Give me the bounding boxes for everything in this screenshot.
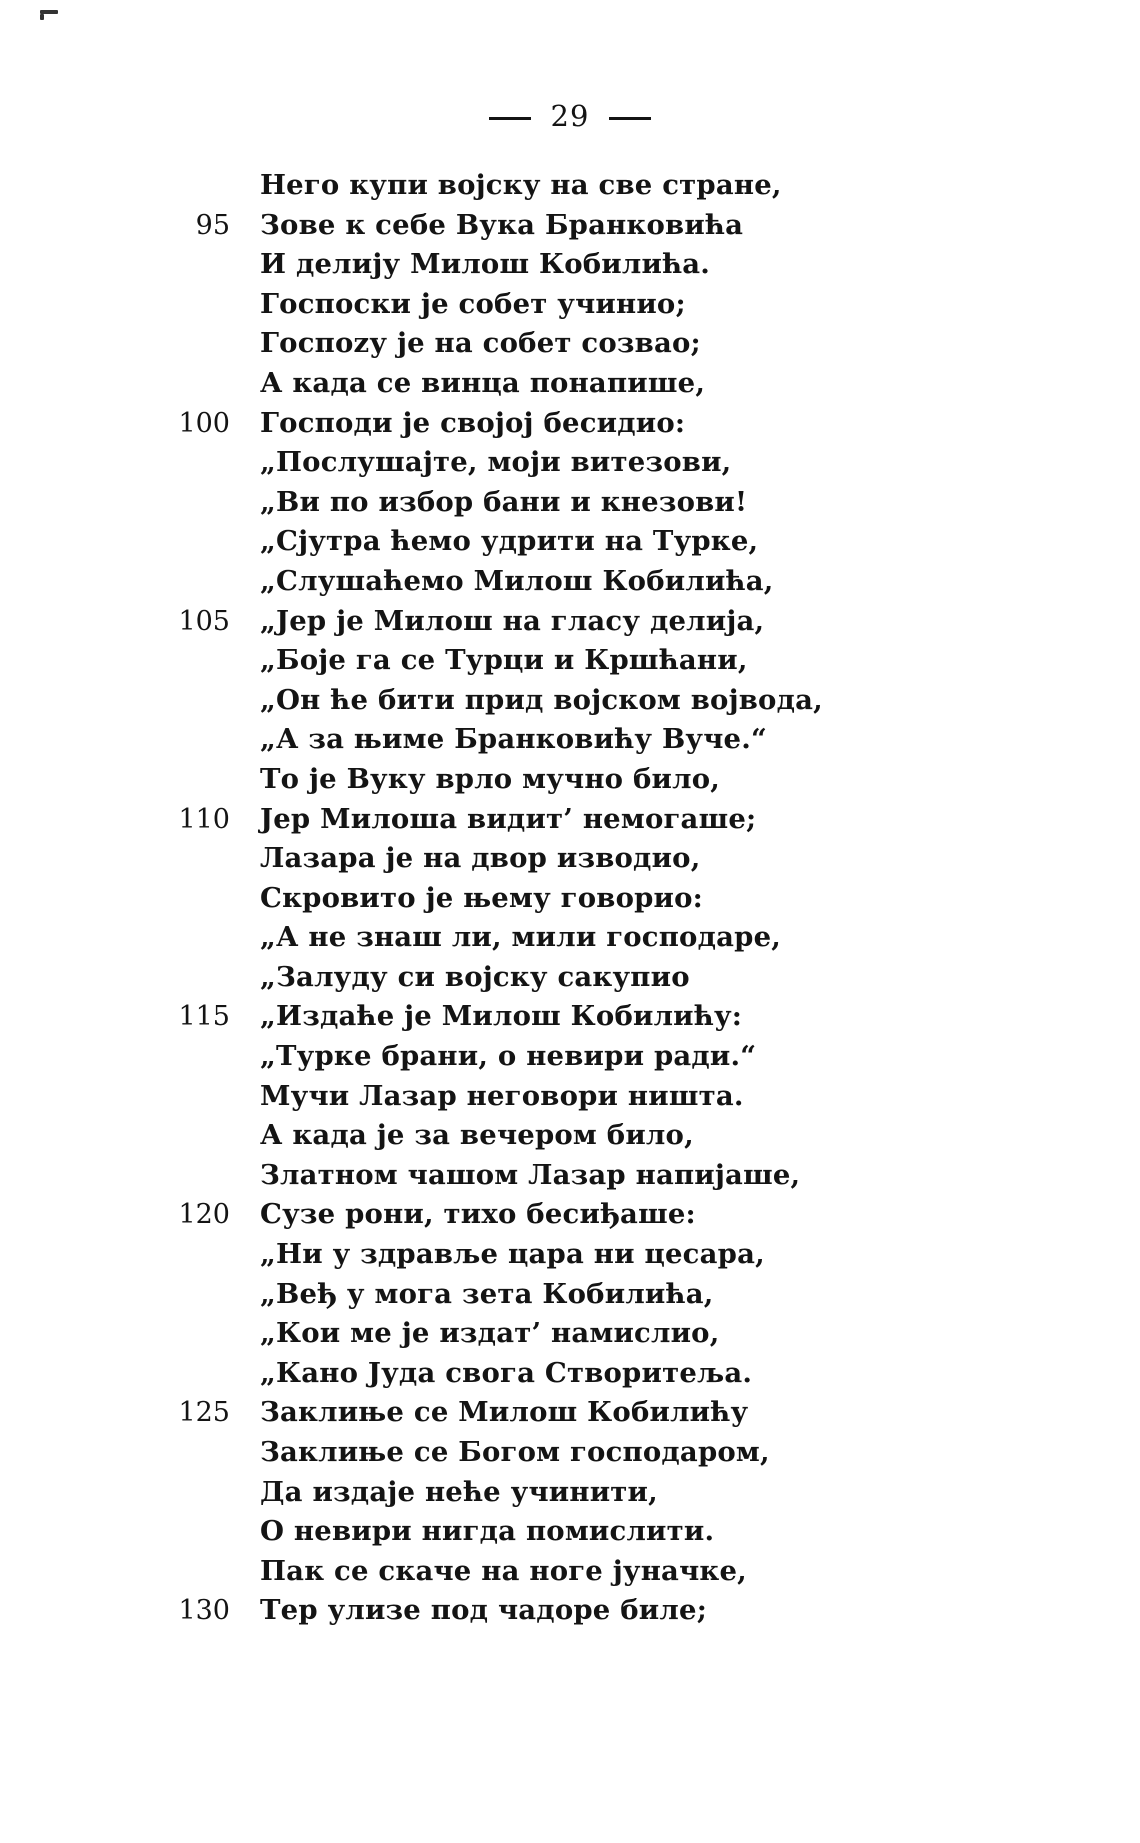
verse-text: „Јер је Милош на гласу делија, — [260, 604, 765, 637]
line-number: 95 — [195, 209, 230, 241]
verse-text: Госпоzу је на собет созвао; — [260, 327, 701, 360]
verse-text: „Турке брани, о невири ради.“ — [260, 1040, 757, 1073]
line-number: 100 — [178, 407, 230, 439]
verse-text: О невири нигда помислити. — [260, 1515, 715, 1548]
verse-text: „Веђ у мога зета Кобилића, — [260, 1277, 714, 1310]
line-number: 105 — [178, 605, 230, 637]
verse-text: „Боје га се Турци и Кршћани, — [260, 644, 748, 677]
verse-text: „Залуду си војску сакупио — [260, 960, 690, 993]
verse-text: Зове к себе Вука Бранковића — [260, 208, 744, 241]
verse-line — [0, 800, 1140, 840]
verse-line — [0, 1077, 1140, 1117]
header-dash-left — [489, 117, 531, 120]
verse-text: „Слушаћемо Милош Кобилића, — [260, 564, 774, 597]
verse-text: Заклиње се Милош Кобилићу — [260, 1396, 749, 1429]
verse-line — [0, 918, 1140, 958]
verse-text: Госпоски је собет учинио; — [260, 287, 686, 320]
verse-line — [0, 404, 1140, 444]
verse-text: „Послушајте, моји витезови, — [260, 446, 732, 479]
verse-line — [0, 166, 1140, 206]
verse-text: Јер Милоша видит’ немогаше; — [260, 802, 757, 835]
verse-line — [0, 1275, 1140, 1315]
verse-line — [0, 1552, 1140, 1592]
verse-text: То је Вуку врло мучно било, — [260, 762, 721, 795]
verse-text: А када је за вечером било, — [260, 1119, 694, 1152]
verse-line — [0, 1512, 1140, 1552]
verse-text: Златном чашом Лазар напијаше, — [260, 1158, 801, 1191]
verse-line — [0, 958, 1140, 998]
verse-text: „А не знаш ли, мили господаре, — [260, 921, 782, 954]
line-number: 125 — [178, 1397, 230, 1429]
verse-line — [0, 1156, 1140, 1196]
verse-text: „Он ће бити прид војском војвода, — [260, 683, 823, 716]
verse-text: Пак се скаче на ноге јуначке, — [260, 1554, 747, 1587]
verse-line — [0, 1591, 1140, 1631]
verse-text: Сузе рони, тихо бесиђаше: — [260, 1198, 696, 1231]
verse-line — [0, 1473, 1140, 1513]
verse-text: „А за њиме Бранковићу Вуче.“ — [260, 723, 768, 756]
verse-line — [0, 206, 1140, 246]
verse-text: Господи је својој бесидио: — [260, 406, 686, 439]
verse-line — [0, 562, 1140, 602]
verse-text: А када се винца понапише, — [260, 366, 706, 399]
header-dash-right — [609, 117, 651, 120]
verse-line — [0, 483, 1140, 523]
poem-text — [0, 166, 1140, 1631]
verse-text: „Кои ме је издат’ намислио, — [260, 1317, 720, 1350]
verse-text: „Ви по избор бани и кнезови! — [260, 485, 748, 518]
verse-text: И делију Милош Кобилића. — [260, 248, 711, 281]
verse-line — [0, 997, 1140, 1037]
verse-text: Мучи Лазар неговори ништа. — [260, 1079, 744, 1112]
verse-line — [0, 1314, 1140, 1354]
page-header — [0, 96, 1140, 136]
verse-line — [0, 1354, 1140, 1394]
verse-line — [0, 839, 1140, 879]
verse-text: Него купи војску на све стране, — [260, 169, 782, 201]
verse-line — [0, 1116, 1140, 1156]
verse-line — [0, 324, 1140, 364]
verse-text: Тер улизе под чадоре биле; — [260, 1594, 708, 1627]
line-number: 130 — [178, 1595, 230, 1627]
verse-line — [0, 681, 1140, 721]
line-number: 115 — [178, 1001, 230, 1033]
line-number: 110 — [178, 803, 230, 835]
verse-text: „Кано Јуда свога Створитеља. — [260, 1356, 753, 1389]
verse-text: „Ни у здравље цара ни цесара, — [260, 1238, 765, 1271]
verse-text: Заклиње се Богом господаром, — [260, 1436, 770, 1468]
verse-text: Лазара је на двор изводио, — [260, 842, 701, 875]
verse-line — [0, 285, 1140, 325]
line-number: 120 — [178, 1199, 230, 1231]
verse-line — [0, 1235, 1140, 1275]
verse-text: Скровито је њему говорио: — [260, 881, 704, 914]
verse-line — [0, 720, 1140, 760]
verse-line — [0, 1393, 1140, 1433]
verse-text: Да издаје неће учинити, — [260, 1475, 658, 1508]
verse-line — [0, 641, 1140, 681]
verse-line — [0, 245, 1140, 285]
verse-line — [0, 522, 1140, 562]
verse-line — [0, 602, 1140, 642]
scan-mark — [40, 14, 44, 20]
verse-line — [0, 879, 1140, 919]
verse-line — [0, 443, 1140, 483]
verse-line — [0, 1433, 1140, 1473]
verse-line — [0, 1195, 1140, 1235]
page-number: 29 — [550, 99, 590, 133]
verse-text: „Сјутра ћемо удрити на Турке, — [260, 525, 759, 558]
verse-line — [0, 1037, 1140, 1077]
verse-line — [0, 364, 1140, 404]
verse-line — [0, 760, 1140, 800]
verse-text: „Издаће је Милош Кобилићу: — [260, 1000, 743, 1033]
